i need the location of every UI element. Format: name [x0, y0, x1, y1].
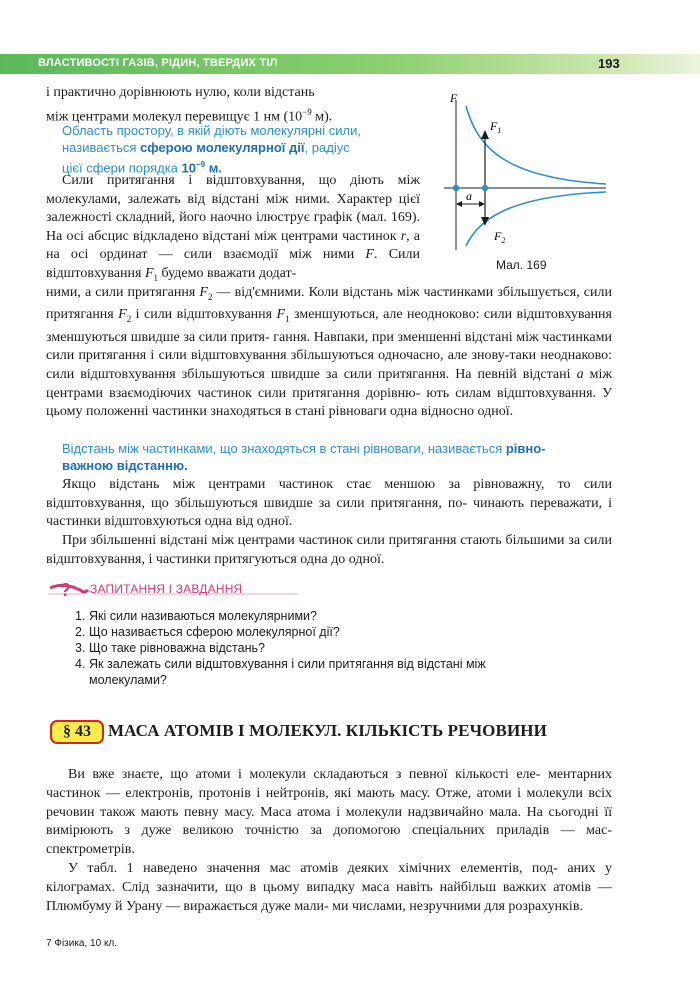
- running-header: ВЛАСТИВОСТІ ГАЗІВ, РІДИН, ТВЕРДИХ ТІЛ: [38, 57, 278, 69]
- section-paragraph-1: Ви вже знаєте, що атоми і молекули складаються з певної кількості еле- ментарних частинок — електронів, протонів і нейтронів, які мають масу. Отже, атоми і молекули всіх речовин також мають певну масу. Маса атома і молекули надзвичайно мала. На сьогодні її вимірюють з дуже великою точністю за допомогою спеціальних приладів — мас-спектрометрів.: [46, 767, 613, 858]
- text-line: і практично дорівнюють нулю, коли відстань між центрами молекул перевищує 1 нм ($10^{-9}$ м).: [46, 85, 333, 125]
- question-item: 4. Як залежать сили відштовхування і сили притягання від відстані між молекулами?: [75, 657, 486, 687]
- section-badge: § 43: [50, 720, 104, 744]
- question-item: 2. Що називається сферою молекулярної дії?: [75, 625, 340, 639]
- paragraph-forces-cont: ними, а сили притягання $F_2$ — від'ємними. Коли відстань між частинками збільшується, сили притягання $F_2$ і сили відштовхування $F_1$ зменшуються, але неодноково: сили відштовхування зменшуються швидше за сили притя- гання. Навпаки, при зменшенні відстані між частинками сили притягання і сили відштовхування збільшуються одночасно, але знову-таки неоднаково: сили відштовхування збільшуються швидше за сили притягання. На певній відстані a між центрами взаємодіючих частинок сили притягання дорівню- ють силам відштовхування. У цьому положенні частинки знаходяться в стані рівноваги одна відносно одної.: [46, 285, 613, 420]
- label-f2: $F_2$: [494, 229, 506, 245]
- questions-list: [75, 608, 635, 688]
- question-item: 3. Що таке рівноважна відстань?: [75, 641, 265, 655]
- axis-label-f: F: [450, 91, 458, 105]
- f1-arrowhead: [481, 130, 489, 139]
- force-graph: [436, 88, 614, 260]
- a-arrow-right: [479, 201, 485, 207]
- a-arrow-left: [456, 201, 462, 207]
- section-paragraph-2: У табл. 1 наведено значення мас атомів деяких хімічних елементів, под- аних у кілограмах. Слід зазначити, що в цьому випадку маса навіть найбільш важких атомів — Плюмбуму й Урану — виражається дуже мали- ми числами, незручними для розрахунків.: [46, 861, 613, 914]
- paragraph-repulsion: Якщо відстань між центрами частинок стає меншою за рівноважну, то сили відштовхування, що збільшуються швидше за сили притягання, по- чинають переважати, і частинки відштовхуються одна від одної.: [46, 477, 613, 530]
- question-mark-icon: ?: [60, 580, 71, 600]
- footer-note: 7 Фізика, 10 кл.: [46, 938, 118, 949]
- questions-title: ЗАПИТАННЯ І ЗАВДАННЯ: [90, 582, 243, 596]
- term-equilibrium-2: важною відстанню: [62, 458, 185, 473]
- figure-caption: Мал. 169: [496, 258, 547, 272]
- term-equilibrium-1: рівно-: [505, 441, 546, 456]
- label-f1: $F_1$: [490, 119, 502, 135]
- repulsion-curve: [466, 106, 606, 184]
- definition-sphere: Область простору, в якій діють молекулярні сили, називається сферою молекулярної дії, радіус цієї сфери порядка $10^{-9}$ м.: [62, 123, 361, 176]
- origin-point: [453, 185, 459, 191]
- equilibrium-point: [482, 185, 488, 191]
- label-a: a: [466, 189, 472, 203]
- term-sphere: сферою молекулярної дії: [140, 140, 305, 155]
- definition-equilibrium: Відстань між частинками, що знаходяться в стані рівноваги, називається рівно- важною відстанню.: [62, 441, 546, 473]
- paragraph-attraction: При збільшенні відстані між центрами частинок сили притягання стають більшими за сили відштовхування, і частинки притягуються одна до одної.: [46, 533, 613, 567]
- page-number: 193: [598, 56, 620, 71]
- question-item: 1. Які сили називаються молекулярними?: [75, 609, 317, 623]
- paragraph-forces: Сили притягання і відштовхування, що діють між молекулами, залежать від відстані між ними. Характер цієї залежності складний, його наочно ілюструє графік (мал. 169). На осі абсцис відкладено відстані між центрами частинок r, а на осі ординат — сили взаємодії між ними F. Сили відштовхування $F_1$ будемо вважати додат-: [46, 173, 421, 283]
- section-title: МАСА АТОМІВ І МОЛЕКУЛ. КІЛЬКІСТЬ РЕЧОВИНИ: [108, 721, 547, 740]
